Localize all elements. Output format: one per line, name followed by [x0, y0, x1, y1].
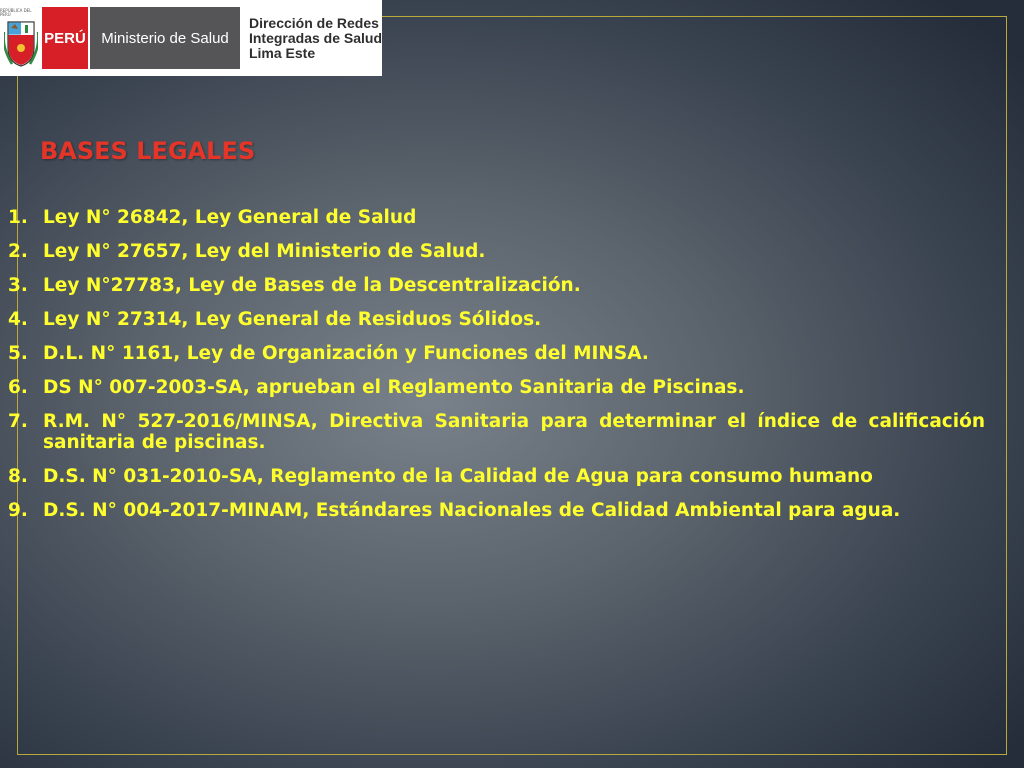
- item-text: D.L. N° 1161, Ley de Organización y Funciones del MINSA.: [43, 343, 649, 364]
- list-item: [8, 343, 985, 364]
- diris-line-3: Lima Este: [248, 44, 316, 61]
- item-text: Ley N° 27314, Ley General de Residuos Sólidos.: [43, 309, 542, 330]
- list-item: [8, 275, 985, 296]
- item-number: 4.: [8, 309, 28, 330]
- peru-coat-of-arms-icon: [4, 18, 38, 68]
- list-item: [8, 466, 985, 487]
- diris-line-2: Integradas de Salud: [248, 29, 383, 46]
- ministry-logo-header: [0, 0, 382, 76]
- slide-title: BASES LEGALES: [40, 137, 256, 165]
- list-item: [8, 207, 985, 228]
- item-text: R.M. N° 527-2016/MINSA, Directiva Sanitaria para determinar el índice de calificación sanitaria de piscinas.: [43, 411, 985, 453]
- list-item: [8, 377, 985, 398]
- list-item: [8, 500, 985, 521]
- item-text: D.S. N° 004-2017-MINAM, Estándares Nacionales de Calidad Ambiental para agua.: [43, 500, 901, 521]
- item-number: 9.: [8, 500, 28, 521]
- list-item: [8, 309, 985, 330]
- item-text: Ley N° 26842, Ley General de Salud: [43, 207, 417, 228]
- item-number: 6.: [8, 377, 28, 398]
- coat-of-arms: [0, 0, 42, 76]
- item-number: 2.: [8, 241, 28, 262]
- peru-label: PERÚ: [42, 7, 88, 69]
- item-text: D.S. N° 031-2010-SA, Reglamento de la Calidad de Agua para consumo humano: [43, 466, 873, 487]
- ministry-label: Ministerio de Salud: [90, 7, 240, 69]
- legal-bases-list: [8, 207, 985, 534]
- item-text: Ley N°27783, Ley de Bases de la Descentralización.: [43, 275, 581, 296]
- item-number: 3.: [8, 275, 28, 296]
- diris-line-1: Dirección de Redes: [248, 14, 379, 31]
- list-item: [8, 411, 985, 453]
- item-number: 1.: [8, 207, 28, 228]
- diris-name: [249, 16, 382, 61]
- list-item: [8, 241, 985, 262]
- shield-caption: REPÚBLICA DEL PERÚ: [0, 7, 32, 17]
- item-number: 5.: [8, 343, 28, 364]
- item-text: DS N° 007-2003-SA, aprueban el Reglamento Sanitaria de Piscinas.: [43, 377, 745, 398]
- item-number: 7.: [8, 411, 28, 432]
- item-number: 8.: [8, 466, 28, 487]
- item-text: Ley N° 27657, Ley del Ministerio de Salud.: [43, 241, 486, 262]
